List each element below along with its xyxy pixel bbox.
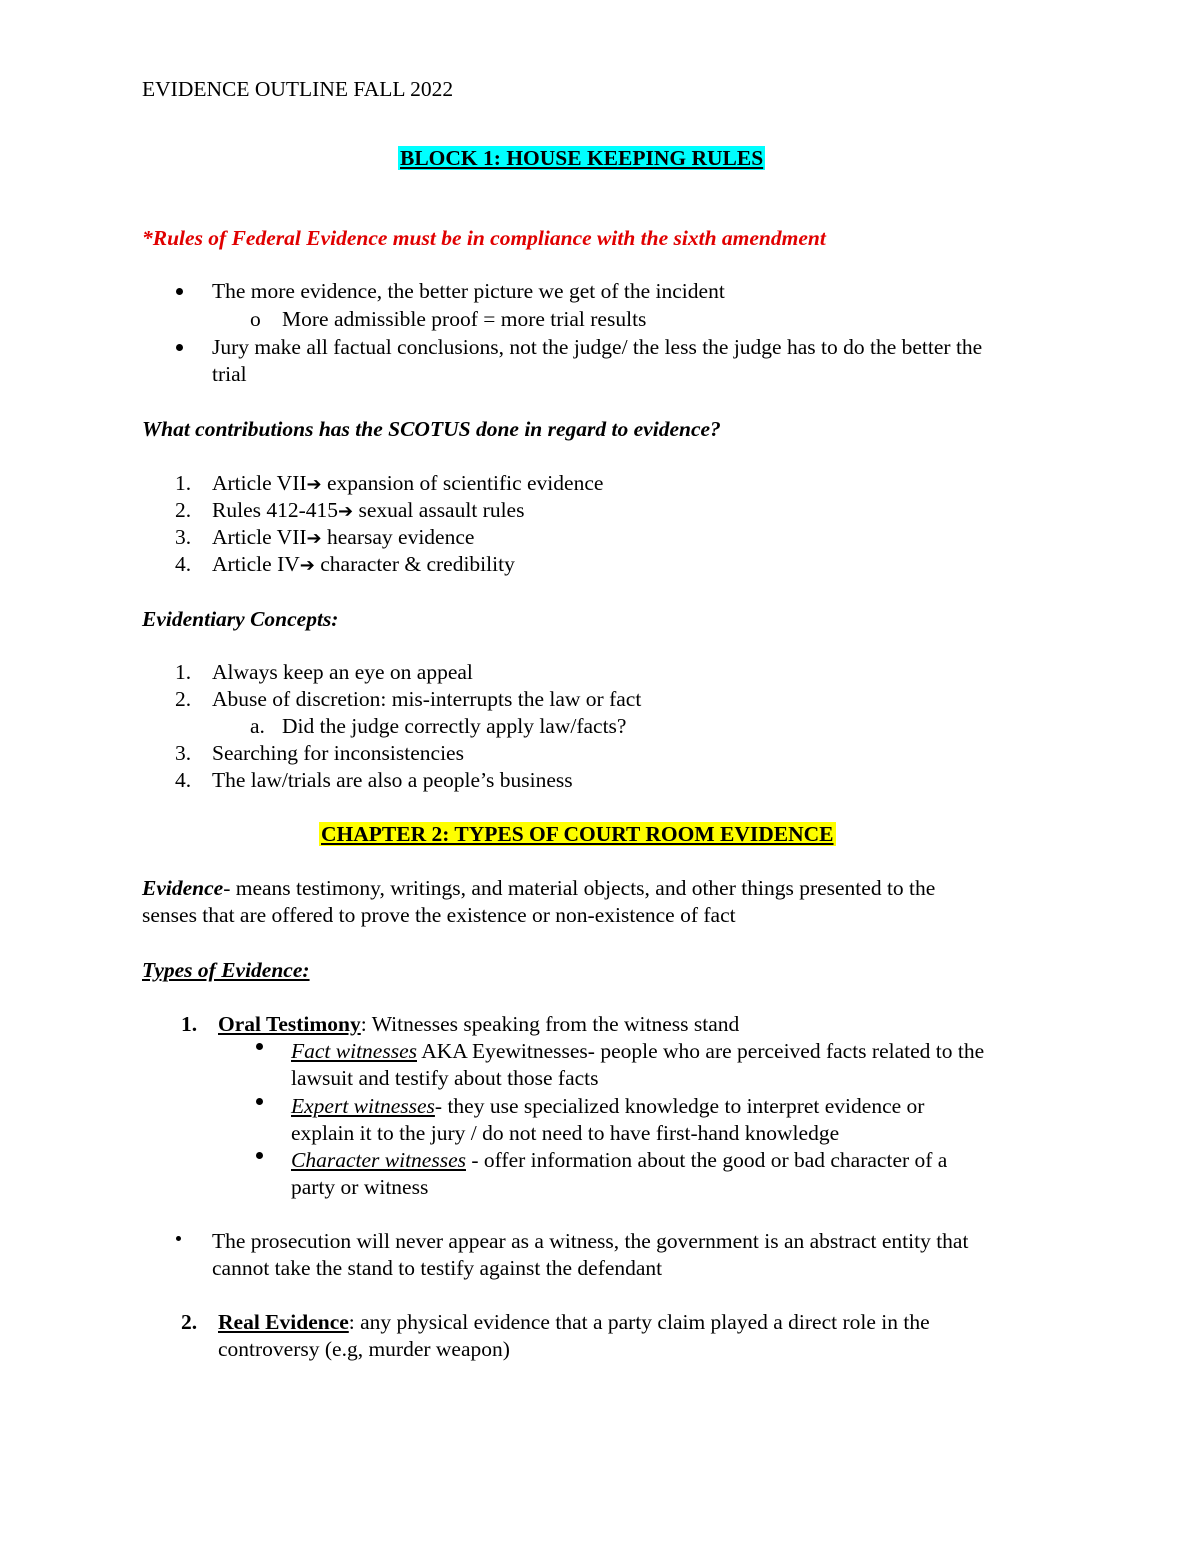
evidence-definition-continuation: senses that are offered to prove the existence or non-existence of fact: [142, 903, 736, 927]
list-number: 4.: [175, 768, 192, 792]
oral-testimony-item: [218, 1011, 739, 1038]
list-item: [212, 470, 603, 498]
list-item: Abuse of discretion: mis-interrupts the law or fact: [212, 687, 642, 711]
list-number: 2.: [181, 1310, 198, 1334]
bullet-dot: [256, 1098, 263, 1105]
witness-item-continuation: lawsuit and testify about those facts: [291, 1066, 599, 1090]
witness-item: [291, 1147, 947, 1174]
evidence-definition: [142, 875, 935, 902]
list-item: [212, 497, 524, 525]
list-item-text: hearsay evidence: [321, 525, 475, 549]
evidence-term: Evidence: [142, 876, 224, 900]
types-heading: Types of Evidence:: [142, 958, 310, 982]
witness-term: Character witnesses: [291, 1148, 466, 1172]
bullet-item-continuation: trial: [212, 362, 247, 386]
bullet-dot: [256, 1152, 263, 1159]
sub-bullet-item: More admissible proof = more trial results: [282, 307, 647, 331]
real-evidence-item: [218, 1309, 930, 1336]
oral-testimony-def: : Witnesses speaking from the witness stand: [360, 1012, 740, 1036]
sub-list-letter: a.: [250, 714, 265, 738]
bullet-item: Jury make all factual conclusions, not the judge/ the less the judge has to do the better the: [212, 335, 983, 359]
list-item-text: expansion of scientific evidence: [321, 471, 604, 495]
list-item: The law/trials are also a people’s business: [212, 768, 573, 792]
list-number: 1.: [175, 660, 192, 684]
list-item: Searching for inconsistencies: [212, 741, 464, 765]
witness-def: - they use specialized knowledge to interpret evidence or: [434, 1094, 925, 1118]
real-evidence-term: Real Evidence: [218, 1310, 349, 1334]
list-number: 2.: [175, 687, 192, 711]
list-item: Always keep an eye on appeal: [212, 660, 473, 684]
prosecution-note: The prosecution will never appear as a witness, the government is an abstract entity that: [212, 1229, 969, 1253]
witness-item-continuation: party or witness: [291, 1175, 429, 1199]
arrow-icon: ➔: [306, 528, 322, 549]
block1-title-text: BLOCK 1: HOUSE KEEPING RULES: [400, 146, 764, 170]
list-number: 3.: [175, 741, 192, 765]
sub-bullet-marker: o: [250, 307, 261, 331]
list-item-ref: Article VII: [212, 525, 307, 549]
red-note: *Rules of Federal Evidence must be in compliance with the sixth amendment: [142, 226, 826, 250]
oral-testimony-term: Oral Testimony: [218, 1012, 361, 1036]
bullet-dot: [256, 1043, 263, 1050]
chapter2-title-text: CHAPTER 2: TYPES OF COURT ROOM EVIDENCE: [321, 822, 834, 846]
list-number: 2.: [175, 498, 192, 522]
sub-list-item: Did the judge correctly apply law/facts?: [282, 714, 627, 738]
witness-item: [291, 1093, 924, 1120]
list-item-text: sexual assault rules: [353, 498, 525, 522]
list-number: 1.: [175, 471, 192, 495]
real-evidence-def: : any physical evidence that a party claim played a direct role in the: [348, 1310, 930, 1334]
list-item: [212, 524, 474, 552]
list-item-ref: Rules 412-415: [212, 498, 339, 522]
bullet-dot: [176, 288, 183, 295]
list-item-ref: Article VII: [212, 471, 307, 495]
list-item: [212, 551, 515, 579]
arrow-icon: ➔: [338, 501, 354, 522]
bullet-dot: [176, 344, 183, 351]
witness-item: [291, 1038, 984, 1065]
scotus-question: What contributions has the SCOTUS done in regard to evidence?: [142, 417, 721, 441]
arrow-icon: ➔: [299, 555, 315, 576]
bullet-dot: [176, 1236, 181, 1241]
document-header: EVIDENCE OUTLINE FALL 2022: [142, 77, 454, 101]
block1-title: [398, 145, 765, 172]
real-evidence-continuation: controversy (e.g, murder weapon): [218, 1337, 510, 1361]
witness-term: Fact witnesses: [291, 1039, 417, 1063]
list-number: 1.: [181, 1012, 198, 1036]
witness-item-continuation: explain it to the jury / do not need to have first-hand knowledge: [291, 1121, 840, 1145]
list-item-ref: Article IV: [212, 552, 300, 576]
chapter2-title: [319, 821, 836, 848]
list-number: 4.: [175, 552, 192, 576]
list-number: 3.: [175, 525, 192, 549]
evidence-def-text: - means testimony, writings, and material objects, and other things presented to the: [223, 876, 936, 900]
bullet-item: The more evidence, the better picture we get of the incident: [212, 279, 725, 303]
prosecution-note-continuation: cannot take the stand to testify against the defendant: [212, 1256, 663, 1280]
witness-term: Expert witnesses: [291, 1094, 435, 1118]
list-item-text: character & credibility: [314, 552, 515, 576]
witness-def: AKA Eyewitnesses- people who are perceived facts related to the: [417, 1039, 985, 1063]
arrow-icon: ➔: [306, 474, 322, 495]
witness-def: - offer information about the good or bad character of a: [465, 1148, 948, 1172]
concepts-heading: Evidentiary Concepts:: [142, 607, 339, 631]
